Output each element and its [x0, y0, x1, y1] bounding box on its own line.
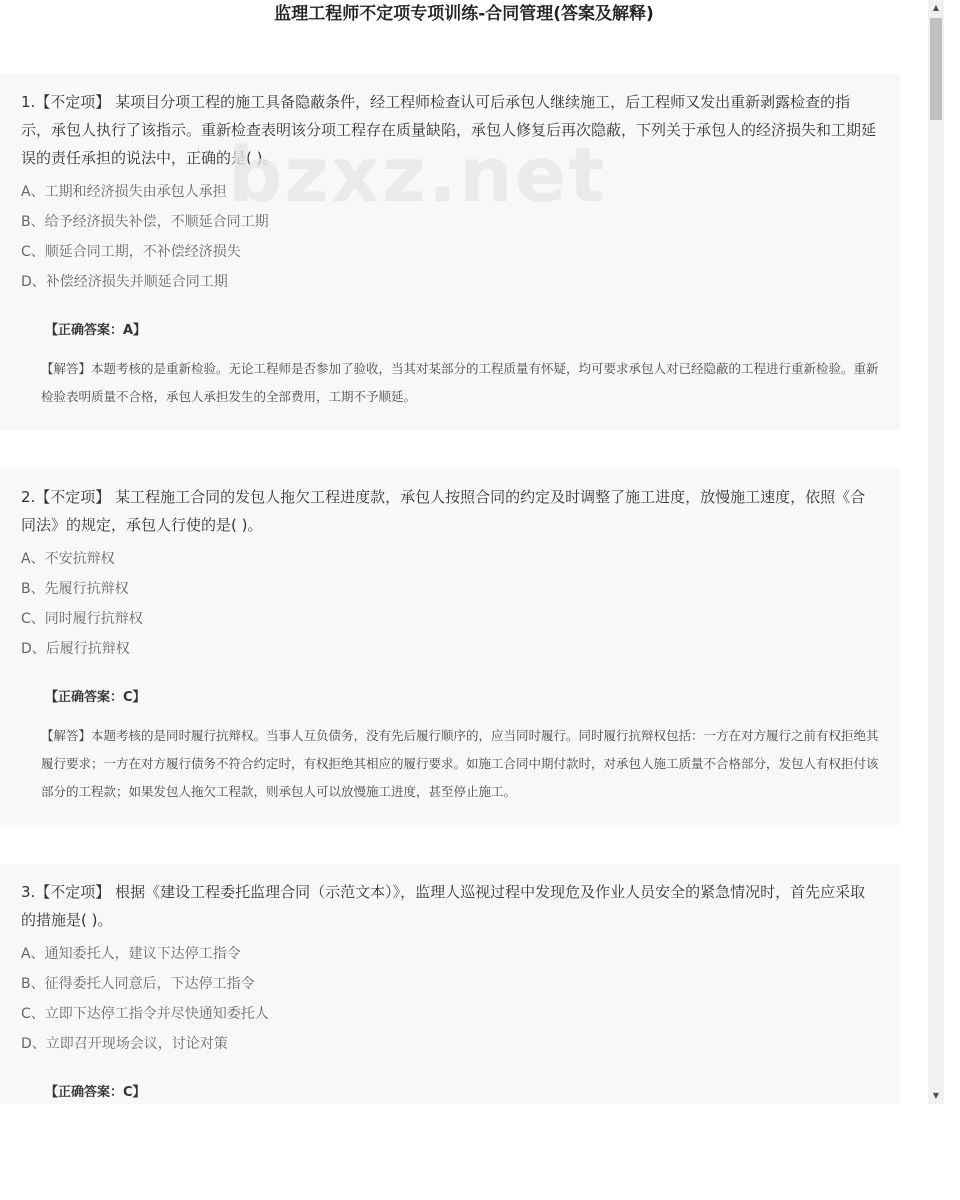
option-b: B、征得委托人同意后，下达停工指令 [21, 976, 255, 992]
question-card-3 [0, 864, 900, 1104]
option-a: A、不安抗辩权 [21, 551, 115, 567]
option-c: C、顺延合同工期，不补偿经济损失 [21, 244, 241, 260]
option-list [21, 544, 880, 664]
page-title: 监理工程师不定项专项训练-合同管理(答案及解释) [274, 4, 654, 24]
option-d: D、后履行抗辩权 [21, 641, 130, 657]
option-c: C、立即下达停工指令并尽快通知委托人 [21, 1006, 269, 1022]
option-a: A、工期和经济损失由承包人承担 [21, 184, 227, 200]
question-text: 1.【不定项】 某项目分项工程的施工具备隐蔽条件，经工程师检查认可后承包人继续施工，后工程师又发出重新剥露检查的指示，承包人执行了该指示。重新检查表明该分项工程存在质量缺陷，承包人修复后再次隐蔽，下列关于承包人的经济损失和工期延误的责任承担的说法中，正确的是( )。 [21, 93, 877, 167]
answer-explanation: 【解答】本题考核的是重新检验。无论工程师是否参加了验收，当其对某部分的工程质量有怀疑，均可要求承包人对已经隐蔽的工程进行重新检验。重新检验表明质量不合格，承包人承担发生的全部费用，工期不予顺延。 [41, 361, 879, 404]
question-text: 2.【不定项】 某工程施工合同的发包人拖欠工程进度款，承包人按照合同的约定及时调整了施工进度，放慢施工速度，依照《合同法》的规定，承包人行使的是( )。 [21, 488, 866, 534]
option-a: A、通知委托人，建议下达停工指令 [21, 946, 241, 962]
scroll-down-arrow-icon[interactable]: ▼ [932, 1091, 940, 1100]
scrollbar-thumb[interactable] [930, 18, 942, 120]
option-list [21, 177, 880, 297]
option-b: B、给予经济损失补偿，不顺延合同工期 [21, 214, 269, 230]
correct-answer: 【正确答案：C】 [45, 1085, 146, 1100]
question-text: 3.【不定项】 根据《建设工程委托监理合同（示范文本）》，监理人巡视过程中发现危及作业人员安全的紧急情况时，首先应采取的措施是( )。 [21, 883, 866, 929]
option-b: B、先履行抗辩权 [21, 581, 129, 597]
option-list [21, 939, 880, 1059]
answer-explanation: 【解答】本题考核的是同时履行抗辩权。当事人互负债务，没有先后履行顺序的，应当同时履行。同时履行抗辩权包括：一方在对方履行之前有权拒绝其履行要求；一方在对方履行债务不符合约定时，有权拒绝其相应的履行要求。如施工合同中期付款时，对承包人施工质量不合格部分，发包人有权拒付该部分的工程款；如果发包人拖欠工程款，则承包人可以放慢施工进度，甚至停止施工。 [41, 728, 879, 799]
watermark: bzxz.net [228, 130, 607, 219]
question-card-2 [0, 469, 900, 825]
question-card-1 [0, 74, 900, 430]
scroll-up-arrow-icon[interactable]: ▲ [932, 3, 940, 12]
option-d: D、补偿经济损失并顺延合同工期 [21, 274, 228, 290]
option-c: C、同时履行抗辩权 [21, 611, 143, 627]
option-d: D、立即召开现场会议，讨论对策 [21, 1036, 228, 1052]
correct-answer: 【正确答案：C】 [45, 690, 146, 705]
correct-answer: 【正确答案：A】 [45, 323, 147, 338]
vertical-scrollbar[interactable] [928, 0, 944, 1104]
